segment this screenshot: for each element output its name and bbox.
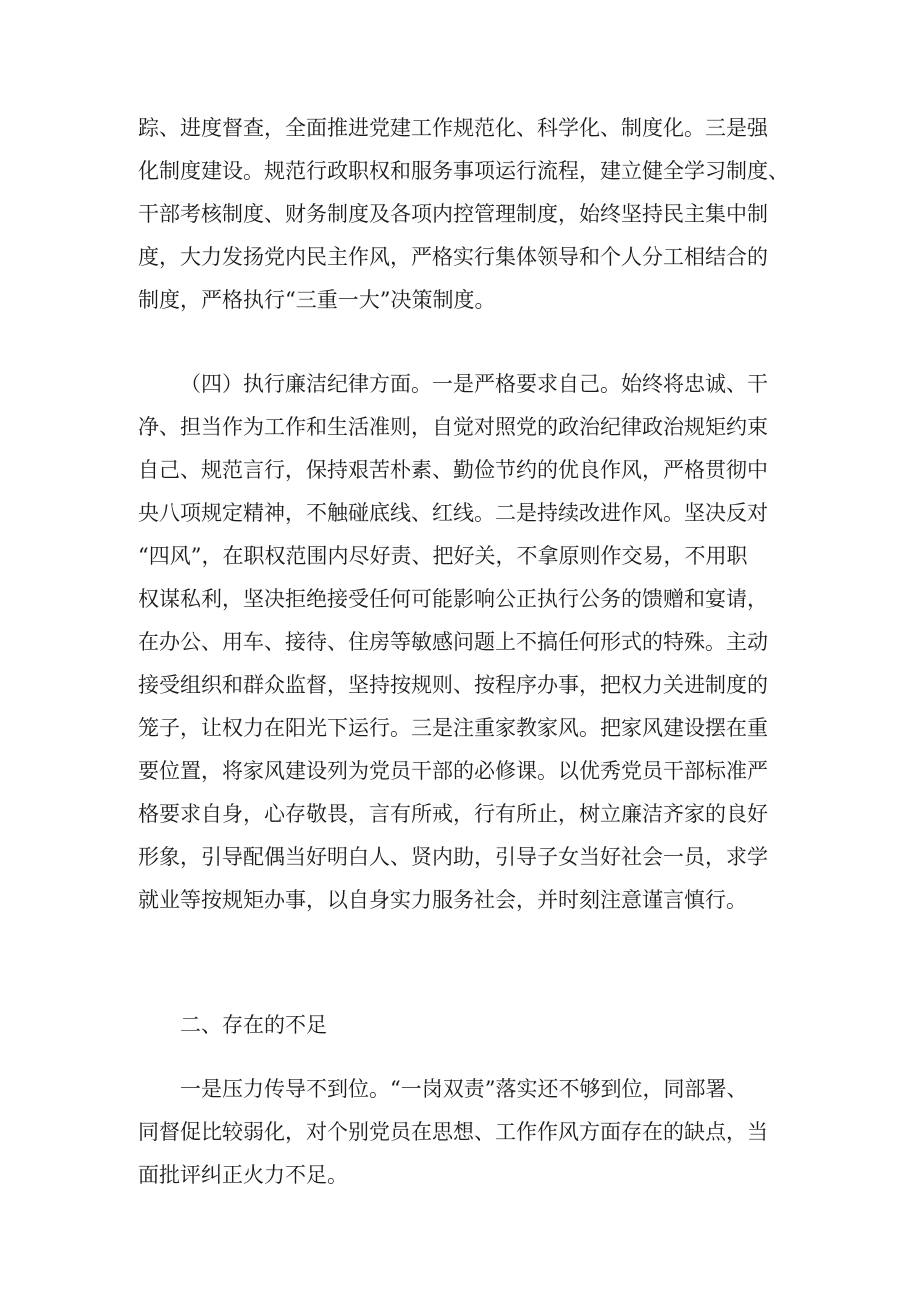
text-line: 权谋私利，坚决拒绝接受任何可能影响公正执行公务的馈赠和宴请， <box>138 587 768 611</box>
text-line: 接受组织和群众监督，坚持按规则、按程序办事，把权力关进制度的 <box>138 673 768 697</box>
section-heading <box>138 1004 792 1047</box>
text-line: 同督促比较弱化，对个别党员在思想、工作作风方面存在的缺点，当 <box>138 1120 768 1144</box>
text-line: 制度，严格执行“三重一大”决策制度。 <box>138 288 496 312</box>
text-line: 净、担当作为工作和生活准则，自觉对照党的政治纪律政治规矩约束 <box>138 415 768 439</box>
text-line: 就业等按规矩办事，以自身实力服务社会，并时刻注意谨言慎行。 <box>138 888 747 912</box>
text-line: 度，大力发扬党内民主作风，严格实行集体领导和个人分工相结合的 <box>138 245 768 269</box>
text-line: 笼子，让权力在阳光下运行。三是注重家教家风。把家风建设摆在重 <box>138 716 768 740</box>
text-line: （四）执行廉洁纪律方面。一是严格要求自己。始终将忠诚、干 <box>180 372 768 396</box>
text-line: “四风”，在职权范围内尽好责、把好关，不拿原则作交易，不用职 <box>138 544 748 568</box>
text-line: 干部考核制度、财务制度及各项内控管理制度，始终坚持民主集中制 <box>138 202 768 226</box>
text-line: 踪、进度督查，全面推进党建工作规范化、科学化、制度化。三是强 <box>138 116 768 140</box>
paragraph-integrity-discipline <box>138 363 792 922</box>
text-line: 央八项规定精神，不触碰底线、红线。二是持续改进作风。坚决反对 <box>138 501 768 525</box>
text-line: 格要求自身，心存敬畏，言有所戒，行有所止，树立廉洁齐家的良好 <box>138 802 768 826</box>
text-line: 化制度建设。规范行政职权和服务事项运行流程，建立健全学习制度、 <box>138 159 789 183</box>
text-line: 形象，引导配偶当好明白人、贤内助，引导子女当好社会一员，求学 <box>138 845 768 869</box>
paragraph-pressure-transmission <box>138 1068 792 1197</box>
text-line: 面批评纠正火力不足。 <box>138 1163 348 1187</box>
paragraph-system-building <box>138 107 792 322</box>
text-line: 一是压力传导不到位。“一岗双责”落实还不够到位，同部署、 <box>180 1077 748 1101</box>
text-line: 自己、规范言行，保持艰苦朴素、勤俭节约的优良作风，严格贯彻中 <box>138 458 768 482</box>
text-line: 要位置，将家风建设列为党员干部的必修课。以优秀党员干部标准严 <box>138 759 768 783</box>
heading-shortcomings: 二、存在的不足 <box>180 1013 327 1037</box>
text-line: 在办公、用车、接待、住房等敏感问题上不搞任何形式的特殊。主动 <box>138 630 768 654</box>
